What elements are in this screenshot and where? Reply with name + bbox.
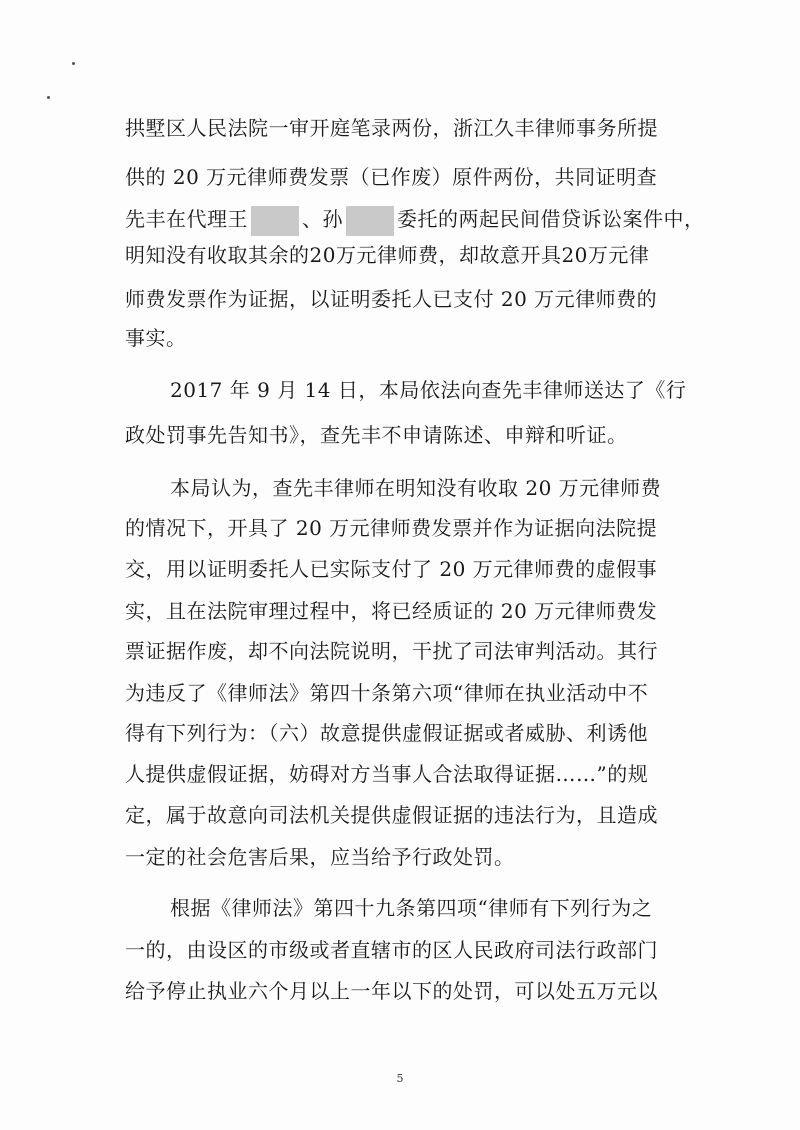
text-line: 政处罚事先告知书》，查先丰不申请陈述、申辩和听证。 (125, 423, 628, 447)
text-fragment: 、孙 (302, 207, 343, 231)
text-line: 2017 年 9 月 14 日，本局依法向查先丰律师送达了《行 (170, 378, 687, 402)
text-line: 供的 20 万元律师费发票（已作废）原件两份，共同证明查 (125, 165, 658, 189)
text-fragment: 先丰在代理王 (125, 207, 248, 231)
text-fragment: 委托的两起民间借贷诉讼案件中， (397, 207, 705, 231)
text-line: 实，且在法院审理过程中，将已经质证的 20 万元律师费发 (125, 599, 658, 623)
redaction-block (251, 206, 299, 236)
scan-speck (72, 62, 75, 65)
scan-speck (47, 96, 50, 99)
redaction-block (346, 206, 394, 236)
text-line: 拱墅区人民法院一审开庭笔录两份，浙江久丰律师事务所提 (125, 116, 658, 140)
text-line: 明知没有收取其余的20万元律师费，却故意开具20万元律 (125, 243, 650, 267)
page-number: 5 (396, 1072, 404, 1085)
text-line: 一的，由设区的市级或者直辖市的区人民政府司法行政部门 (125, 938, 658, 962)
text-line: 事实。 (125, 326, 187, 350)
text-line: 给予停止执业六个月以上一年以下的处罚，可以处五万元以 (125, 979, 658, 1003)
text-line: 交，用以证明委托人已实际支付了 20 万元律师费的虚假事 (125, 557, 658, 581)
text-line: 师费发票作为证据，以证明委托人已支付 20 万元律师费的 (125, 287, 658, 311)
text-line-with-redactions (125, 204, 705, 236)
text-line: 人提供虚假证据，妨碍对方当事人合法取得证据……”的规 (125, 762, 649, 786)
text-line: 本局认为，查先丰律师在明知没有收取 20 万元律师费 (170, 476, 662, 500)
text-line: 票证据作废，却不向法院说明，干扰了司法审判活动。其行 (125, 639, 658, 663)
text-line: 一定的社会危害后果，应当给予行政处罚。 (125, 845, 515, 869)
text-line: 为违反了《律师法》第四十条第六项“律师在执业活动中不 (125, 681, 649, 705)
text-line: 得有下列行为：（六）故意提供虚假证据或者威胁、利诱他 (125, 721, 648, 745)
text-line: 定，属于故意向司法机关提供虚假证据的违法行为，且造成 (125, 803, 658, 827)
text-line: 根据《律师法》第四十九条第四项“律师有下列行为之 (170, 896, 653, 920)
text-line: 的情况下，开具了 20 万元律师费发票并作为证据向法院提 (125, 516, 658, 540)
